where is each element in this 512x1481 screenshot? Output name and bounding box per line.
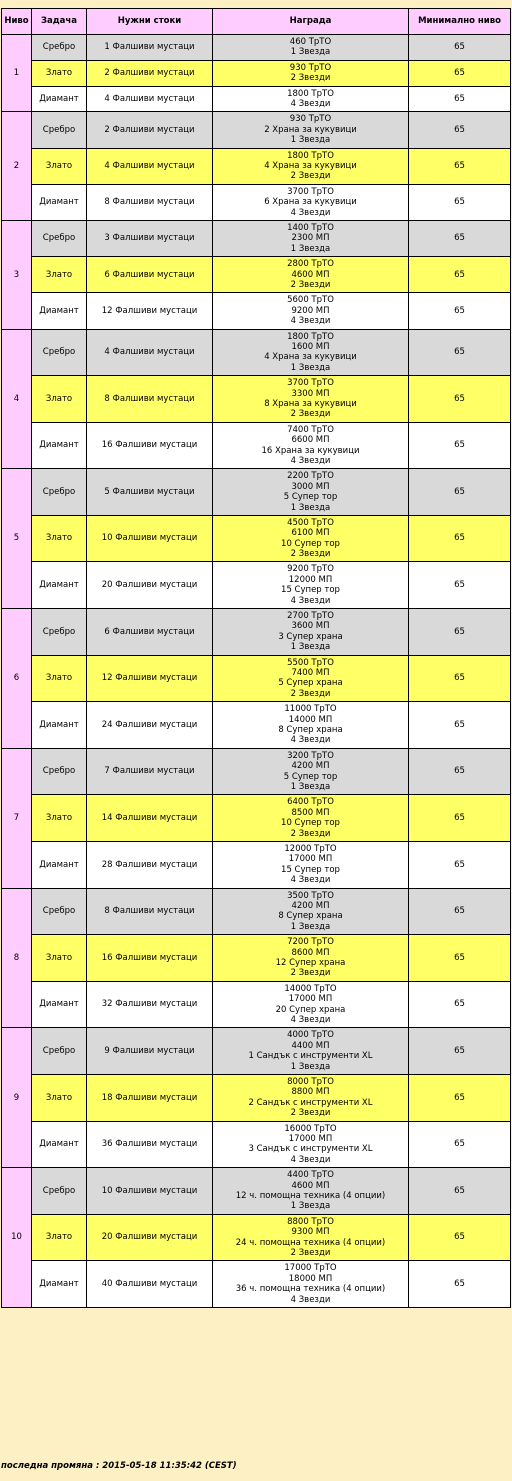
reward-line: 24 ч. помощна техника (4 опции) xyxy=(235,1237,386,1248)
level-cell: 10 xyxy=(2,1168,32,1308)
reward-line: 12000 МП xyxy=(288,574,333,585)
level-cell: 9 xyxy=(2,1028,32,1168)
min-level-cell: 65 xyxy=(409,562,511,609)
header-goods: Нужни стоки xyxy=(87,9,213,35)
table-row xyxy=(2,148,511,184)
task-cell: Сребро xyxy=(32,888,87,935)
min-level-cell: 65 xyxy=(409,888,511,935)
table-row xyxy=(2,376,511,423)
table-row xyxy=(2,329,511,376)
reward-line: 9300 МП xyxy=(291,1227,330,1238)
reward-line: 3700 ТрТО xyxy=(287,378,334,389)
reward-line: 1 Звезда xyxy=(290,243,331,254)
reward-line: 4 Звезди xyxy=(290,595,331,606)
min-level-cell: 65 xyxy=(409,257,511,293)
task-cell: Злато xyxy=(32,935,87,982)
reward-cell xyxy=(213,148,409,184)
reward-line: 8800 ТрТО xyxy=(287,1216,334,1227)
min-level-cell: 65 xyxy=(409,112,511,148)
level-cell: 1 xyxy=(2,35,32,112)
reward-line: 3300 МП xyxy=(291,388,330,399)
reward-line: 12 Супер храна xyxy=(275,958,346,969)
min-level-cell: 65 xyxy=(409,1214,511,1261)
reward-line: 2200 ТрТО xyxy=(287,471,334,482)
reward-line: 3600 МП xyxy=(291,621,330,632)
reward-line: 2 Звезди xyxy=(290,549,331,560)
table-row xyxy=(2,469,511,516)
reward-cell xyxy=(213,112,409,148)
level-cell: 2 xyxy=(2,112,32,221)
reward-line: 1 Звезда xyxy=(290,362,331,373)
reward-line: 5 Супер храна xyxy=(278,678,343,689)
reward-line: 4400 ТрТО xyxy=(287,1170,334,1181)
reward-cell xyxy=(213,422,409,469)
task-cell: Диамант xyxy=(32,184,87,220)
reward-line: 10 Супер тор xyxy=(281,538,340,549)
table-row xyxy=(2,1121,511,1168)
task-cell: Злато xyxy=(32,1075,87,1122)
min-level-cell: 65 xyxy=(409,935,511,982)
goods-cell: 1 Фалшиви мустаци xyxy=(87,35,213,61)
reward-cell xyxy=(213,257,409,293)
table-row xyxy=(2,184,511,220)
goods-cell: 3 Фалшиви мустаци xyxy=(87,220,213,256)
table-row xyxy=(2,1168,511,1215)
table-row xyxy=(2,1075,511,1122)
reward-line: 1 Звезда xyxy=(290,502,331,513)
reward-line: 4500 ТрТО xyxy=(287,517,334,528)
reward-line: 17000 ТрТО xyxy=(284,1263,337,1274)
last-modified-footer: последна промяна : 2015-05-18 11:35:42 (CEST) xyxy=(1,1461,237,1471)
task-cell: Диамант xyxy=(32,562,87,609)
reward-line: 4200 МП xyxy=(291,901,330,912)
min-level-cell: 65 xyxy=(409,1261,511,1308)
reward-line: 8000 ТрТО xyxy=(287,1077,334,1087)
quest-table xyxy=(1,8,511,1308)
goods-cell: 7 Фалшиви мустаци xyxy=(87,748,213,795)
reward-line: 2 Звезди xyxy=(290,171,331,182)
reward-line: 8800 МП xyxy=(291,1087,330,1098)
reward-line: 8 Супер храна xyxy=(278,911,343,922)
table-row xyxy=(2,1214,511,1261)
reward-cell xyxy=(213,293,409,329)
task-cell: Диамант xyxy=(32,293,87,329)
task-cell: Сребро xyxy=(32,469,87,516)
reward-line: 1800 ТрТО xyxy=(287,150,334,161)
reward-cell xyxy=(213,60,409,86)
task-cell: Сребро xyxy=(32,220,87,256)
header-level: Ниво xyxy=(2,9,32,35)
min-level-cell: 65 xyxy=(409,655,511,702)
reward-line: 3 Супер храна xyxy=(278,631,343,642)
reward-line: 1 Звезда xyxy=(290,135,331,146)
table-row xyxy=(2,60,511,86)
reward-line: 15 Супер тор xyxy=(281,864,340,875)
reward-line: 4 Звезди xyxy=(290,1015,331,1026)
table-row xyxy=(2,609,511,656)
goods-cell: 12 Фалшиви мустаци xyxy=(87,655,213,702)
table-row xyxy=(2,86,511,112)
goods-cell: 20 Фалшиви мустаци xyxy=(87,562,213,609)
reward-line: 8600 МП xyxy=(291,947,330,958)
reward-cell xyxy=(213,1168,409,1215)
goods-cell: 24 Фалшиви мустаци xyxy=(87,702,213,749)
reward-cell xyxy=(213,981,409,1028)
reward-line: 4200 МП xyxy=(291,761,330,772)
table-row xyxy=(2,35,511,61)
reward-line: 4600 МП xyxy=(291,269,330,280)
task-cell: Диамант xyxy=(32,422,87,469)
reward-line: 3700 ТрТО xyxy=(287,186,334,197)
reward-line: 8 Храна за кукувици xyxy=(264,398,357,409)
reward-line: 930 ТрТО xyxy=(289,62,332,73)
goods-cell: 4 Фалшиви мустаци xyxy=(87,148,213,184)
table-row xyxy=(2,748,511,795)
reward-line: 4 Звезди xyxy=(290,735,331,746)
reward-line: 16 Храна за кукувици xyxy=(261,445,360,456)
min-level-cell: 65 xyxy=(409,35,511,61)
level-cell: 3 xyxy=(2,220,32,329)
task-cell: Злато xyxy=(32,515,87,562)
reward-line: 1400 ТрТО xyxy=(287,222,334,233)
task-cell: Диамант xyxy=(32,86,87,112)
reward-cell xyxy=(213,888,409,935)
reward-cell xyxy=(213,1261,409,1308)
task-cell: Сребро xyxy=(32,609,87,656)
reward-line: 3 Сандък с инструменти XL xyxy=(248,1144,373,1155)
reward-line: 4 Звезди xyxy=(290,1294,331,1305)
reward-line: 2 Звезди xyxy=(290,688,331,699)
reward-line: 3500 ТрТО xyxy=(287,890,334,901)
reward-line: 6600 МП xyxy=(291,435,330,446)
table-row xyxy=(2,935,511,982)
reward-line: 14000 ТрТО xyxy=(284,983,337,994)
goods-cell: 36 Фалшиви мустаци xyxy=(87,1121,213,1168)
task-cell: Диамант xyxy=(32,1261,87,1308)
reward-cell xyxy=(213,469,409,516)
goods-cell: 8 Фалшиви мустаци xyxy=(87,184,213,220)
reward-line: 1 Звезда xyxy=(290,642,331,653)
table-row xyxy=(2,655,511,702)
min-level-cell: 65 xyxy=(409,293,511,329)
reward-line: 3200 ТрТО xyxy=(287,750,334,761)
header-min-level: Минимално ниво xyxy=(409,9,511,35)
reward-line: 17000 МП xyxy=(288,994,333,1005)
min-level-cell: 65 xyxy=(409,981,511,1028)
reward-cell xyxy=(213,935,409,982)
task-cell: Злато xyxy=(32,257,87,293)
task-cell: Сребро xyxy=(32,329,87,376)
goods-cell: 12 Фалшиви мустаци xyxy=(87,293,213,329)
task-cell: Злато xyxy=(32,148,87,184)
goods-cell: 20 Фалшиви мустаци xyxy=(87,1214,213,1261)
goods-cell: 2 Фалшиви мустаци xyxy=(87,60,213,86)
goods-cell: 6 Фалшиви мустаци xyxy=(87,257,213,293)
table-row xyxy=(2,842,511,889)
reward-cell xyxy=(213,562,409,609)
reward-line: 12000 ТрТО xyxy=(284,844,337,855)
reward-cell xyxy=(213,35,409,61)
reward-line: 1 Звезда xyxy=(290,47,331,58)
reward-line: 2 Звезди xyxy=(290,73,331,84)
reward-line: 4 Звезди xyxy=(290,316,331,327)
reward-line: 4 Звезди xyxy=(290,875,331,886)
reward-line: 4 Храна за кукувици xyxy=(264,160,357,171)
reward-line: 6 Храна за кукувици xyxy=(264,197,357,208)
table-row xyxy=(2,112,511,148)
reward-line: 8500 МП xyxy=(291,807,330,818)
reward-line: 5600 ТрТО xyxy=(287,295,334,306)
reward-cell xyxy=(213,515,409,562)
table-row xyxy=(2,1261,511,1308)
table-row xyxy=(2,515,511,562)
min-level-cell: 65 xyxy=(409,702,511,749)
reward-cell xyxy=(213,795,409,842)
task-cell: Злато xyxy=(32,1214,87,1261)
min-level-cell: 65 xyxy=(409,422,511,469)
reward-line: 9200 ТрТО xyxy=(287,564,334,575)
reward-cell xyxy=(213,748,409,795)
table-body xyxy=(2,35,511,1308)
task-cell: Злато xyxy=(32,795,87,842)
table-row xyxy=(2,795,511,842)
header-row xyxy=(2,9,511,35)
level-cell: 7 xyxy=(2,748,32,888)
goods-cell: 2 Фалшиви мустаци xyxy=(87,112,213,148)
reward-cell xyxy=(213,376,409,423)
min-level-cell: 65 xyxy=(409,376,511,423)
min-level-cell: 65 xyxy=(409,1075,511,1122)
min-level-cell: 65 xyxy=(409,469,511,516)
reward-line: 17000 МП xyxy=(288,854,333,865)
task-cell: Сребро xyxy=(32,112,87,148)
header-reward: Награда xyxy=(213,9,409,35)
reward-line: 4400 МП xyxy=(291,1040,330,1051)
reward-line: 16000 ТрТО xyxy=(284,1123,337,1134)
goods-cell: 4 Фалшиви мустаци xyxy=(87,86,213,112)
goods-cell: 16 Фалшиви мустаци xyxy=(87,422,213,469)
task-cell: Сребро xyxy=(32,748,87,795)
reward-cell xyxy=(213,220,409,256)
reward-cell xyxy=(213,1214,409,1261)
min-level-cell: 65 xyxy=(409,184,511,220)
goods-cell: 5 Фалшиви мустаци xyxy=(87,469,213,516)
level-cell: 8 xyxy=(2,888,32,1028)
reward-line: 11000 ТрТО xyxy=(284,704,337,715)
goods-cell: 9 Фалшиви мустаци xyxy=(87,1028,213,1075)
table-row xyxy=(2,562,511,609)
reward-line: 15 Супер тор xyxy=(281,585,340,596)
reward-line: 2 Звезди xyxy=(290,1108,331,1119)
reward-line: 2300 МП xyxy=(291,233,330,244)
level-cell: 6 xyxy=(2,609,32,749)
reward-cell xyxy=(213,1075,409,1122)
reward-cell xyxy=(213,609,409,656)
reward-line: 5 Супер тор xyxy=(283,492,338,503)
table-row xyxy=(2,220,511,256)
table-row xyxy=(2,293,511,329)
reward-line: 17000 МП xyxy=(288,1134,333,1144)
reward-line: 3000 МП xyxy=(291,481,330,492)
min-level-cell: 65 xyxy=(409,515,511,562)
reward-line: 7400 ТрТО xyxy=(287,424,334,435)
reward-cell xyxy=(213,842,409,889)
goods-cell: 14 Фалшиви мустаци xyxy=(87,795,213,842)
reward-cell xyxy=(213,1028,409,1075)
reward-line: 1 Сандък с инструменти XL xyxy=(248,1051,373,1062)
table-row xyxy=(2,1028,511,1075)
reward-line: 18000 МП xyxy=(288,1273,333,1284)
goods-cell: 8 Фалшиви мустаци xyxy=(87,888,213,935)
reward-line: 36 ч. помощна техника (4 опции) xyxy=(235,1284,386,1295)
goods-cell: 28 Фалшиви мустаци xyxy=(87,842,213,889)
reward-line: 2 Сандък с инструменти XL xyxy=(248,1097,373,1108)
level-cell: 5 xyxy=(2,469,32,609)
goods-cell: 40 Фалшиви мустаци xyxy=(87,1261,213,1308)
reward-line: 7400 МП xyxy=(291,668,330,679)
goods-cell: 18 Фалшиви мустаци xyxy=(87,1075,213,1122)
reward-line: 4 Храна за кукувици xyxy=(264,352,357,363)
task-cell: Диамант xyxy=(32,702,87,749)
reward-line: 4 Звезди xyxy=(290,1154,331,1165)
reward-cell xyxy=(213,702,409,749)
reward-line: 1 Звезда xyxy=(290,1061,331,1072)
goods-cell: 8 Фалшиви мустаци xyxy=(87,376,213,423)
table-row xyxy=(2,981,511,1028)
goods-cell: 10 Фалшиви мустаци xyxy=(87,515,213,562)
min-level-cell: 65 xyxy=(409,60,511,86)
task-cell: Сребро xyxy=(32,1168,87,1215)
reward-cell xyxy=(213,1121,409,1168)
min-level-cell: 65 xyxy=(409,795,511,842)
reward-line: 6100 МП xyxy=(291,528,330,539)
reward-line: 5500 ТрТО xyxy=(287,657,334,668)
reward-cell xyxy=(213,184,409,220)
reward-line: 2 Звезди xyxy=(290,409,331,420)
reward-line: 4 Звезди xyxy=(290,207,331,218)
reward-line: 5 Супер тор xyxy=(283,771,338,782)
min-level-cell: 65 xyxy=(409,842,511,889)
reward-line: 2800 ТрТО xyxy=(287,259,334,270)
header-task: Задача xyxy=(32,9,87,35)
reward-line: 4 Звезди xyxy=(290,98,331,109)
task-cell: Сребро xyxy=(32,35,87,61)
reward-cell xyxy=(213,655,409,702)
min-level-cell: 65 xyxy=(409,148,511,184)
level-cell: 4 xyxy=(2,329,32,469)
reward-line: 1 Звезда xyxy=(290,782,331,793)
reward-line: 2 Звезди xyxy=(290,828,331,839)
reward-line: 1800 ТрТО xyxy=(287,331,334,342)
reward-line: 14000 МП xyxy=(288,714,333,725)
goods-cell: 32 Фалшиви мустаци xyxy=(87,981,213,1028)
reward-line: 2 Звезди xyxy=(290,1248,331,1258)
reward-line: 460 ТрТО xyxy=(289,36,332,47)
reward-line: 1600 МП xyxy=(291,341,330,352)
reward-line: 2 Звезди xyxy=(290,968,331,979)
reward-cell xyxy=(213,86,409,112)
task-cell: Злато xyxy=(32,60,87,86)
reward-line: 1 Звезда xyxy=(290,1201,331,1212)
goods-cell: 4 Фалшиви мустаци xyxy=(87,329,213,376)
reward-line: 2 Звезди xyxy=(290,279,331,290)
reward-line: 12 ч. помощна техника (4 опции) xyxy=(235,1191,386,1201)
table-row xyxy=(2,257,511,293)
reward-line: 1 Звезда xyxy=(290,921,331,932)
min-level-cell: 65 xyxy=(409,1121,511,1168)
reward-line: 7200 ТрТО xyxy=(287,937,334,948)
min-level-cell: 65 xyxy=(409,220,511,256)
min-level-cell: 65 xyxy=(409,329,511,376)
table-row xyxy=(2,422,511,469)
task-cell: Злато xyxy=(32,376,87,423)
reward-cell xyxy=(213,329,409,376)
min-level-cell: 65 xyxy=(409,1168,511,1215)
goods-cell: 16 Фалшиви мустаци xyxy=(87,935,213,982)
reward-line: 8 Супер храна xyxy=(278,725,343,736)
reward-line: 4000 ТрТО xyxy=(287,1030,334,1041)
task-cell: Сребро xyxy=(32,1028,87,1075)
task-cell: Диамант xyxy=(32,842,87,889)
table-row xyxy=(2,702,511,749)
reward-line: 10 Супер тор xyxy=(281,818,340,829)
reward-line: 2 Храна за кукувици xyxy=(264,124,357,135)
reward-line: 4 Звезди xyxy=(290,455,331,466)
goods-cell: 10 Фалшиви мустаци xyxy=(87,1168,213,1215)
task-cell: Диамант xyxy=(32,981,87,1028)
min-level-cell: 65 xyxy=(409,748,511,795)
table-row xyxy=(2,888,511,935)
reward-line: 20 Супер храна xyxy=(275,1004,346,1015)
reward-line: 930 ТрТО xyxy=(289,114,332,125)
reward-line: 4600 МП xyxy=(291,1180,330,1191)
reward-line: 6400 ТрТО xyxy=(287,797,334,808)
reward-line: 9200 МП xyxy=(291,305,330,316)
reward-line: 2700 ТрТО xyxy=(287,611,334,622)
min-level-cell: 65 xyxy=(409,1028,511,1075)
min-level-cell: 65 xyxy=(409,86,511,112)
task-cell: Злато xyxy=(32,655,87,702)
min-level-cell: 65 xyxy=(409,609,511,656)
reward-line: 1800 ТрТО xyxy=(287,88,334,99)
goods-cell: 6 Фалшиви мустаци xyxy=(87,609,213,656)
task-cell: Диамант xyxy=(32,1121,87,1168)
